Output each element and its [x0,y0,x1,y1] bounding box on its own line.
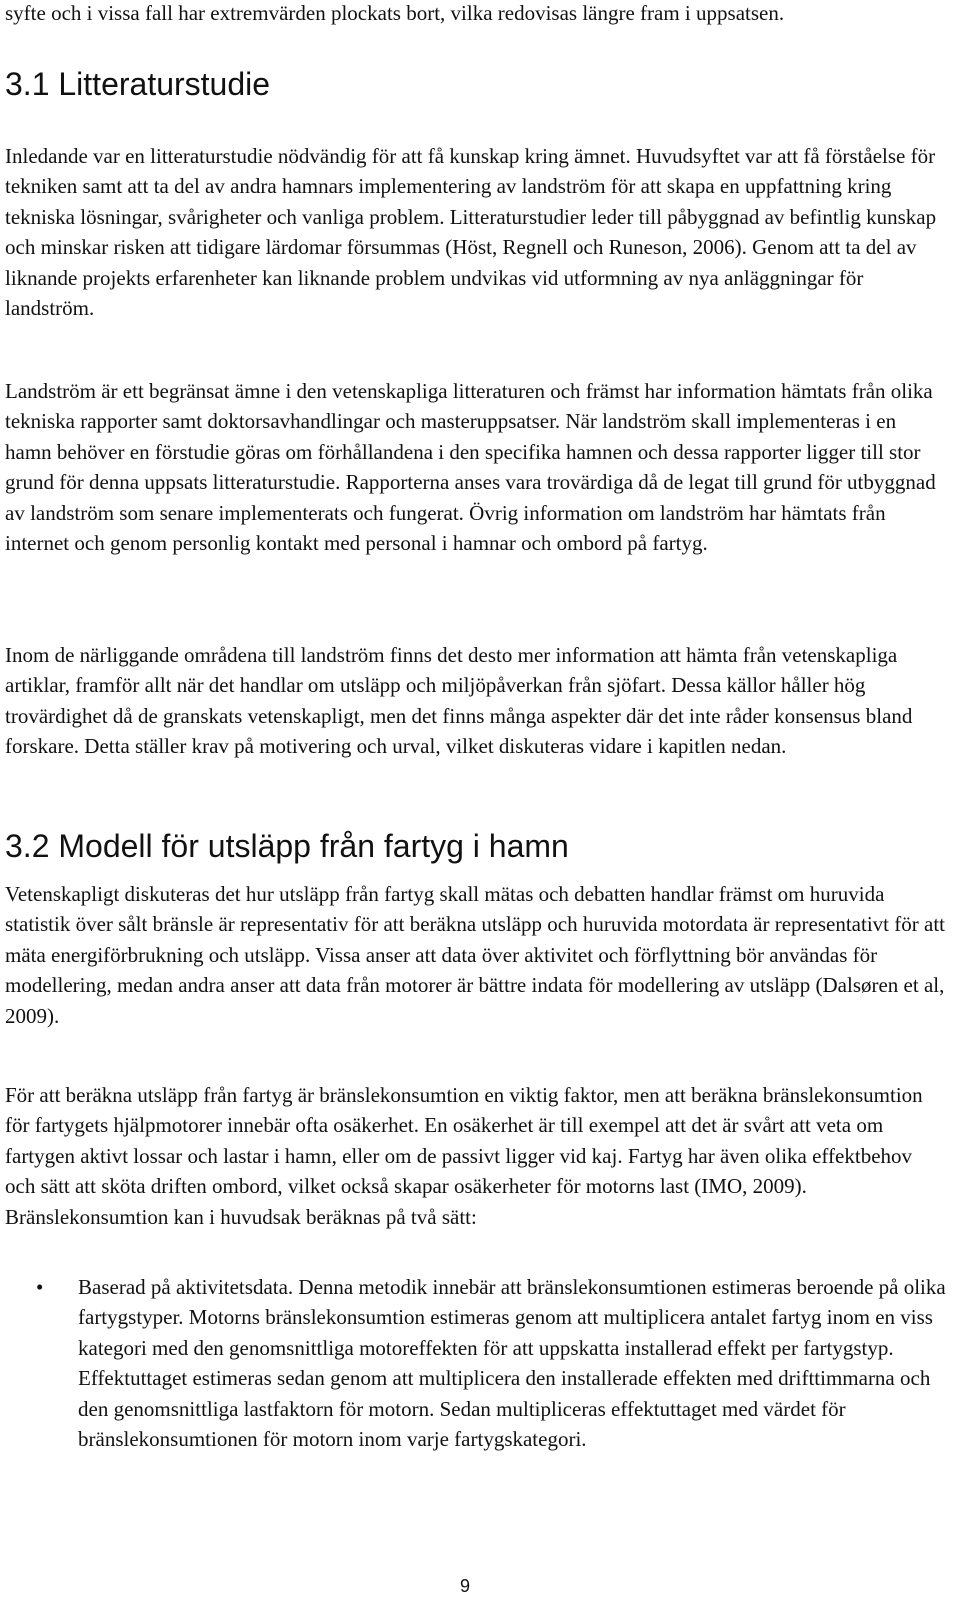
paragraph-3-2-2: För att beräkna utsläpp från fartyg är bränslekonsumtion en viktig faktor, men att beräkna bränslekonsumtion för fartygets hjälpmotorer innebär ofta osäkerhet. En osäkerhet är till exempel att det är svårt att veta om fartygen aktivt lossar och lastar i hamn, eller om de passivt ligger vid kaj. Fartyg har även olika effektbehov och sätt att sköta driften ombord, vilket också skapar osäkerheter för motorns last (IMO, 2009). Bränslekonsumtion kan i huvudsak beräknas på två sätt: [5,1083,923,1229]
section-heading-3-1: 3.1 Litteraturstudie [5,66,271,102]
paragraph-3-1-1: Inledande var en litteraturstudie nödvändig för att få kunskap kring ämnet. Huvudsyftet var att få förståelse för tekniken samt att ta del av andra hamnars implementering av landström för att skapa en uppfattning kring tekniska lösningar, svårigheter och vanliga problem. Litteraturstudier leder till påbyggnad av befintlig kunskap och minskar risken att tidigare lärdomar försummas (Höst, Regnell och Runeson, 2006). Genom att ta del av liknande projekts erfarenheter kan liknande problem undvikas vid utformning av nya anläggningar för landström. [5,144,937,321]
paragraph-3-2-1: Vetenskapligt diskuteras det hur utsläpp från fartyg skall mätas och debatten handlar främst om huruvida statistik över sålt bränsle är representativ för att beräkna utsläpp och huruvida motordata är representativt för att mäta energiförbrukning och utsläpp. Vissa anser att data över aktivitet och förflyttning bör användas för modellering, medan andra anser att data från motorer är bättre indata för modellering av utsläpp (Dalsøren et al, 2009). [5,882,945,1028]
paragraph-3-1-3: Inom de närliggande områdena till landström finns det desto mer information att hämta från vetenskapliga artiklar, framför allt när det handlar om utsläpp och miljöpåverkan från sjöfart. Dessa källor håller hög trovärdighet då de granskats vetenskapligt, men det finns många aspekter där det inte råder konsensus bland forskare. Detta ställer krav på motivering och urval, vilket diskuteras vidare i kapitlen nedan. [5,643,913,759]
bullet-icon: • [36,1275,44,1299]
bullet-list-item: Baserad på aktivitetsdata. Denna metodik innebär att bränslekonsumtionen estimeras beroende på olika fartygstyper. Motorns bränslekonsumtion estimeras genom att multiplicera antalet fartyg inom en viss kategori med den genomsnittliga motoreffekten för att uppskatta installerad effekt per fartygstyp. Effektuttaget estimeras sedan genom att multiplicera den installerade effekten med drifttimmarna och den genomsnittliga lastfaktorn för motorn. Sedan multipliceras effektuttaget med värdet för bränslekonsumtionen för motorn inom varje fartygskategori. [78,1275,946,1452]
paragraph-3-1-2: Landström är ett begränsat ämne i den vetenskapliga litteraturen och främst har information hämtats från olika tekniska rapporter samt doktorsavhandlingar och masteruppsatser. När landström skall implementeras i en hamn behöver en förstudie göras om förhållandena i den specifika hamnen och dessa rapporter ligger till stor grund för denna uppsats litteraturstudie. Rapporterna anses vara trovärdiga då de legat till grund för utbyggnad av landström som senare implementerats och fungerat. Övrig information om landström har hämtats från internet och genom personlig kontakt med personal i hamnar och ombord på fartyg. [5,379,936,556]
section-heading-3-2: 3.2 Modell för utsläpp från fartyg i hamn [5,828,569,864]
page-number: 9 [459,1576,470,1596]
intro-paragraph: syfte och i vissa fall har extremvärden plockats bort, vilka redovisas längre fram i uppsatsen. [5,1,785,25]
